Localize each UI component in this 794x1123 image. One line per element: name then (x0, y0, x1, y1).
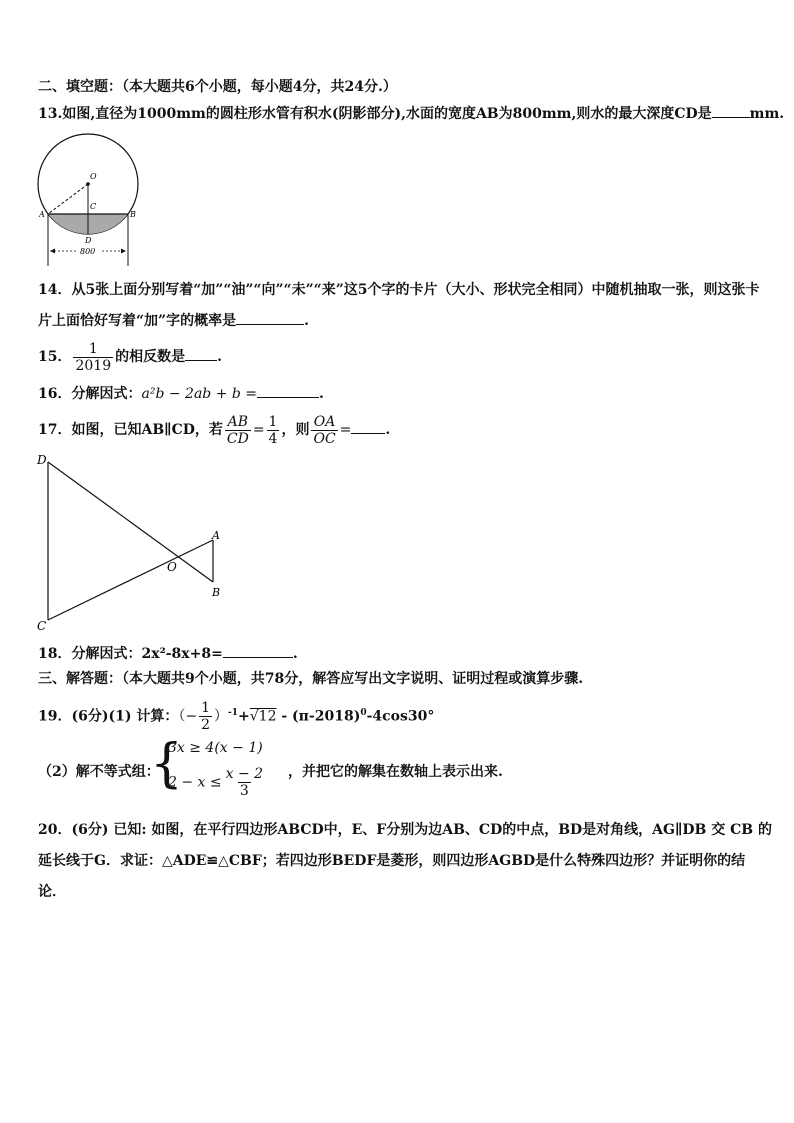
segment-ca (48, 540, 213, 620)
question-20-line-3: 论． (38, 884, 66, 900)
question-19-part-2-instruction: ，并把它的解集在数轴上表示出来. (288, 764, 503, 780)
fraction-numerator: 1 (201, 700, 210, 717)
question-19-part-2-label: （2）解不等式组： (38, 764, 160, 780)
fraction-numerator: OA (313, 413, 336, 430)
fraction-denominator: 2 (201, 717, 210, 734)
cos-term: -4cos30° (366, 708, 435, 725)
label-o: O (90, 172, 97, 181)
section-heading-fill-in: 二、填空题：（本大题共6个小题，每小题4分，共24分.） (38, 79, 397, 95)
paren-close: ） (214, 708, 228, 725)
answer-blank (236, 312, 304, 325)
question-17-text: 17．如图，已知AB∥CD，若 (38, 422, 223, 438)
label-o: O (167, 560, 177, 574)
label-b: B (212, 586, 221, 599)
label-c: C (90, 202, 97, 211)
question-15-number: 15． (38, 349, 72, 365)
fraction-ab-over-cd (225, 414, 251, 447)
answer-blank (712, 105, 750, 118)
fraction-oa-over-oc (311, 414, 337, 447)
fraction-denominator: 3 (239, 783, 249, 799)
equals-sign: = (339, 422, 352, 438)
label-d: D (85, 236, 92, 245)
question-14-line-1: 14．从5张上面分别写着“加”“油”“向”“未”“来”这5个字的卡片（大小、形状完全相同）中随机抽取一张，则这张卡 (38, 282, 760, 298)
answer-blank (185, 348, 217, 361)
label-width-800: 800 (80, 247, 96, 256)
question-13-text: 13.如图,直径为1000mm的圆柱形水管有积水(阴影部分),水面的宽度AB为800mm,则水的最大深度CD是 (38, 106, 712, 122)
inequality-1: 3x ≥ 4(x − 1) (168, 740, 263, 756)
question-17 (38, 410, 390, 450)
fraction-numerator: x − 2 (225, 766, 264, 782)
fraction-1-over-2 (199, 700, 212, 733)
question-18-period: . (292, 646, 298, 662)
plus-sign: + (238, 708, 250, 725)
inequality-2 (168, 766, 267, 799)
system-brace: { (150, 734, 184, 794)
fraction-numerator: AB (227, 413, 249, 430)
answer-blank (257, 385, 319, 398)
question-16-text: 16．分解因式： (38, 386, 142, 402)
fraction-1-over-2019 (73, 341, 113, 374)
label-a: A (212, 529, 220, 542)
segment-db (48, 462, 213, 582)
sqrt-12: √12 (249, 708, 277, 725)
paren-open: （− (178, 708, 198, 725)
arrowhead-right (121, 249, 126, 254)
answer-blank (351, 421, 385, 434)
question-16-period: . (319, 386, 324, 402)
exponent-zero: 0 (360, 708, 367, 718)
question-16 (38, 384, 324, 404)
question-15-period: . (217, 349, 222, 365)
label-d: D (37, 453, 47, 467)
question-14-line-2 (38, 311, 309, 331)
radius-oa (48, 184, 88, 214)
question-17-period: . (385, 422, 391, 438)
question-20-line-1: 20．(6分) 已知: 如图，在平行四边形ABCD中，E、F分别为边AB、CD的中点，BD是对角线，AG∥DB 交 CB 的 (38, 822, 772, 838)
question-15 (38, 338, 222, 376)
question-14-text: 片上面恰好写着“加”字的概率是 (38, 313, 237, 329)
question-20-line-2: 延长线于G．求证：△ADE≌△CBF；若四边形BEDF是菱形，则四边形AGBD是什么特殊四边形？并证明你的结 (38, 853, 746, 869)
question-19-text: 19．(6分)(1) 计算： (38, 708, 179, 725)
question-18-text: 18．分解因式：2x²-8x+8= (38, 646, 223, 662)
question-19-part-1 (38, 693, 434, 737)
question-16-expression: a²b − 2ab + b = (141, 386, 258, 402)
answer-blank (223, 645, 293, 658)
equals-sign: = (252, 422, 265, 438)
arrowhead-left (50, 249, 55, 254)
pi-term: - (π-2018) (276, 708, 361, 725)
fraction-x-minus-2-over-3 (224, 766, 265, 799)
inequality-2-left: 2 − x ≤ (168, 774, 222, 791)
similar-triangles-figure (34, 450, 234, 636)
label-b: B (130, 210, 136, 219)
fraction-denominator: OC (313, 430, 336, 447)
section-heading-solutions: 三、解答题：（本大题共9个小题，共78分，解答应写出文字说明、证明过程或演算步骤. (38, 671, 584, 687)
fraction-numerator: 1 (268, 413, 278, 430)
fraction-1-over-4 (267, 414, 280, 447)
label-a: A (39, 210, 45, 219)
label-c: C (37, 619, 47, 633)
question-13-unit: mm. (749, 106, 785, 122)
fraction-denominator: CD (226, 430, 249, 447)
fraction-denominator: 4 (268, 430, 278, 447)
question-15-text: 的相反数是 (115, 349, 186, 365)
question-17-then: ，则 (281, 422, 310, 438)
fraction-denominator: 2019 (75, 357, 112, 374)
center-point (86, 182, 90, 186)
exponent-neg-1: -1 (228, 708, 238, 718)
fraction-numerator: 1 (88, 340, 98, 357)
question-18 (38, 644, 298, 664)
question-14-period: . (304, 313, 309, 329)
pipe-cross-section-figure (34, 132, 144, 268)
question-13 (38, 104, 784, 124)
